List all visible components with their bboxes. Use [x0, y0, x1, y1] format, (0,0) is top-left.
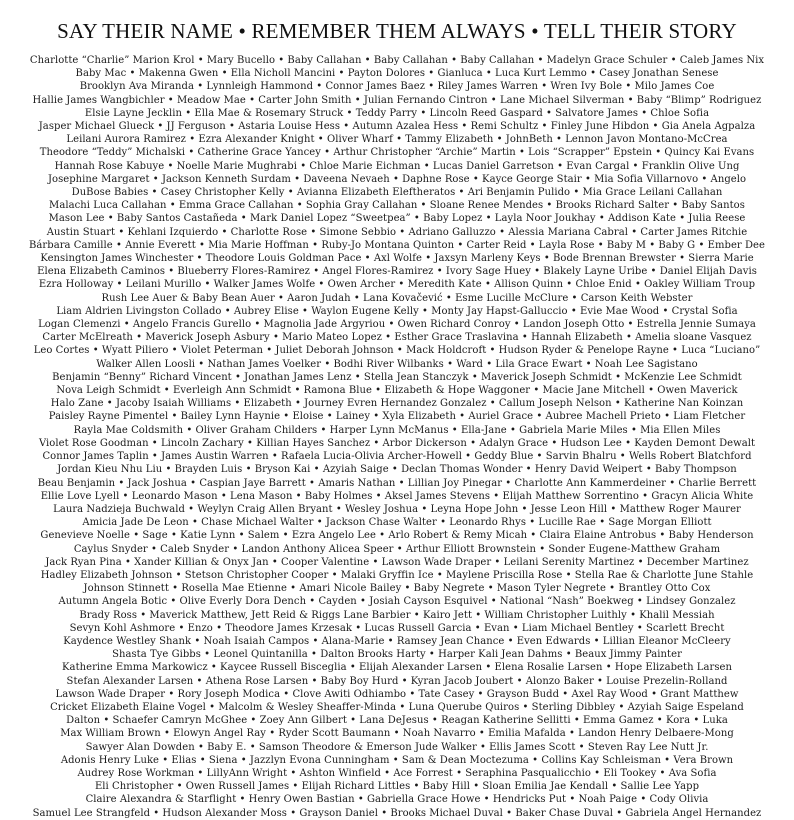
names-line: Audrey Rose Workman • LillyAnn Wright • Ashton Winfield • Ace Forrest • Seraphina Pasqualicchio • Eli Tookey • Ava Sofia: [77, 767, 717, 779]
names-line: Elena Elizabeth Caminos • Blueberry Flores-Ramirez • Angel Flores-Ramirez • Ivory Sage Huey • Blakely Layne Uribe • Daniel Elijah Davis: [37, 266, 757, 278]
names-line: Logan Clemenzi • Angelo Francis Gurello • Magnolia Jade Argyriou • Owen Richard Conroy • Landon Joseph Otto • Estrella Jennie Sumaya: [38, 319, 756, 331]
names-line: Samuel Lee Strangfeld • Hudson Alexander Moss • Grayson Daniel • Brooks Michael Duval • Baker Chase Duval • Gabriela Angel Hernandez: [32, 807, 762, 819]
names-line: Rush Lee Auer & Baby Bean Auer • Aaron Judah • Lana Kovačević • Esme Lucille McClure • Carson Keith Webster: [101, 292, 693, 304]
names-line: Walker Allen Loosli • Nathan James Voelker • Bodhi River Wilbanks • Ward • Lila Grace Ewart • Noah Lee Sagistano: [96, 358, 698, 370]
names-line: Hannah Rose Kabuye • Noelle Marie Mughrabi • Chloe Marie Eichman • Lucas Daniel Garretson • Evan Cargal • Franklin Olive Ung: [54, 160, 740, 172]
names-line: Max William Brown • Elowyn Angel Ray • Ryder Scott Baumann • Noah Navarro • Emilia Mafalda • Landon Henry Delbaere-Mong: [60, 728, 734, 740]
names-line: Jordan Kieu Nhu Liu • Brayden Luis • Bryson Kai • Azyiah Saige • Declan Thomas Wonder • Henry David Weipert • Baby Thompson: [57, 464, 737, 476]
names-line: Kaydence Westley Shank • Noah Isaiah Campos • Alana-Marie • Ramsey Jean Chance • Even Edwards • Lillian Eleanor McCleery: [63, 635, 731, 647]
names-line: Cricket Elizabeth Elaine Vogel • Malcolm & Wesley Sheaffer-Minda • Luna Querube Quiros • Sterling Dibbley • Azyiah Saige Espeland: [50, 701, 744, 713]
names-line: Hallie James Wangbichler • Meadow Mae • Carter John Smith • Julian Fernando Cintron • Lane Michael Silverman • Baby “Blimp” Rodriguez: [32, 94, 762, 106]
names-line: Hadley Elizabeth Johnson • Stetson Christopher Cooper • Malaki Gryffin Ice • Maylene Priscilla Rose • Stella Rae & Charlotte June Stahle: [40, 569, 754, 581]
names-line: Bárbara Camille • Annie Everett • Mia Marie Hoffman • Ruby-Jo Montana Quinton • Carter Reid • Layla Rose • Baby M • Baby G • Ember Dee: [29, 239, 765, 251]
names-line: DuBose Babies • Casey Christopher Kelly • Avianna Elizabeth Eleftheratos • Ari Benjamin Pulido • Mia Grace Leilani Callahan: [71, 187, 723, 199]
names-line: Sawyer Alan Dowden • Baby E. • Samson Theodore & Emerson Jude Walker • Ellis James Scott • Steven Ray Lee Nutt Jr.: [85, 741, 709, 753]
names-line: Rayla Mae Coldsmith • Oliver Graham Childers • Harper Lynn McManus • Ella-Jane • Gabriela Marie Miles • Mia Ellen Miles: [73, 424, 721, 436]
names-line: Shasta Tye Gibbs • Leonel Quintanilla • Dalton Brooks Harty • Harper Kali Jean Dahms • Beaux Jimmy Painter: [112, 649, 682, 661]
names-line: Lawson Wade Draper • Rory Joseph Modica • Clove Awiti Odhiambo • Tate Casey • Grayson Budd • Axel Ray Wood • Grant Matthew: [55, 688, 739, 700]
names-line: Katherine Emma Markowicz • Kaycee Russell Bisceglia • Elijah Alexander Larsen • Elena Rosalie Larsen • Hope Elizabeth Larsen: [62, 662, 732, 674]
names-line: Leilani Aurora Ramirez • Ezra Alexander Knight • Oliver Wharf • Tammy Elizabeth • JohnBeth • Lennon Javon Montano-McCrea: [66, 134, 728, 146]
names-line: Stefan Alexander Larsen • Athena Rose Larsen • Baby Boy Hurd • Kyran Jacob Joubert • Alonzo Baker • Louise Prezelin-Rolland: [66, 675, 728, 687]
names-line: Carter McElreath • Maverick Joseph Asbury • Mario Mateo Lopez • Esther Grace Traslavina • Hannah Elizabeth • Amelia sloane Vasquez: [42, 332, 752, 344]
names-line: Connor James Taplin • James Austin Warren • Rafaela Lucia-Olivia Archer-Howell • Geddy Blue • Sarvin Bhalru • Wells Robert Blatchford: [42, 451, 752, 463]
names-line: Liam Aldrien Livingston Collado • Aubrey Elise • Waylon Eugene Kelly • Monty Jay Hapst-Galluccio • Evie Mae Wood • Crystal Sofia: [56, 305, 738, 317]
names-line: Mason Lee • Baby Santos Castañeda • Mark Daniel Lopez “Sweetpea” • Baby Lopez • Layla Noor Joukhay • Addison Kate • Julia Reese: [48, 213, 746, 225]
names-line: Leo Cortes • Wyatt Piliero • Violet Peterman • Juliet Deborah Johnson • Mack Holdcroft • Hudson Ryder & Penelope Rayne • Luca “Luciano”: [33, 345, 761, 357]
names-line: Brady Ross • Maverick Matthew, Jett Reid & Riggs Lane Barbier • Kairo Jett • William Christopher Luithly • Khalil Messiah: [79, 609, 715, 621]
names-line: Charlotte “Charlie” Marion Krol • Mary Bucello • Baby Callahan • Baby Callahan • Baby Callahan • Madelyn Grace Schuler • Caleb James Nix: [29, 55, 765, 66]
names-line: Baby Mac • Makenna Gwen • Ella Nicholl Mancini • Payton Dolores • Gianluca • Luca Kurt Lemmo • Casey Jonathan Senese: [75, 68, 719, 80]
names-line: Claire Alexandra & Starflight • Henry Owen Bastian • Gabriella Grace Howe • Hendricks Put • Noah Paige • Cody Olivia: [85, 794, 709, 806]
names-line: Beau Benjamin • Jack Joshua • Caspian Jaye Barrett • Amaris Nathan • Lillian Joy Pinegar • Charlotte Ann Kammerdeiner • Charlie Berrett: [37, 477, 757, 489]
names-line: Benjamin “Benny” Richard Vincent • Jonathan James Lenz • Stella Jean Stanczyk • Maverick Joseph Schmidt • McKenzie Lee Schmidt: [52, 371, 742, 383]
names-line: Paisley Rayne Pimentel • Bailey Lynn Haynie • Eloise • Lainey • Xyla Elizabeth • Auriel Grace • Aubree Machell Prieto • Liam Fletcher: [48, 411, 746, 423]
names-line: Nova Leigh Schmidt • Everleigh Ann Schmidt • Ramona Blue • Elizabeth & Hope Waggoner • Macie Jane Mitchell • Owen Maverick: [56, 385, 738, 397]
names-line: Jack Ryan Pina • Xander Killian & Onyx Jan • Cooper Valentine • Lawson Wade Draper • Leilani Serenity Martinez • December Martinez: [45, 556, 749, 568]
names-line: Elsie Layne Jecklin • Ella Mae & Rosemary Struck • Teddy Parry • Lincoln Reed Gaspard • Salvatore James • Chloe Sofia: [84, 107, 710, 119]
names-line: Dalton • Schaefer Camryn McGhee • Zoey Ann Gilbert • Lana DeJesus • Reagan Katherine Sellitti • Emma Gamez • Kora • Luka: [66, 715, 728, 727]
names-line: Theodore “Teddy” Michalski • Catherine Grace Yancey • Arthur Christopher “Archie” Martin • Lois “Scrapper” Epstein • Quincy Kai Evans: [39, 147, 755, 159]
page-title: SAY THEIR NAME • REMEMBER THEM ALWAYS • TELL THEIR STORY: [57, 19, 737, 43]
names-line: Johnson Stinnett • Rosella Mae Etienne • Amari Nicole Bailey • Baby Negrete • Mason Tyler Negrete • Brantley Otto Cox: [83, 583, 711, 595]
names-line: Halo Zane • Jacoby Isaiah Williams • Elizabeth • Journey Evren Hernandez Gonzalez • Callum Joseph Nelson • Katherine Nan Koinzan: [50, 398, 744, 410]
names-line: Laura Nadzieja Buchwald • Weylyn Craig Allen Bryant • Wesley Joshua • Leyna Hope John • Jesse Leon Hill • Matthew Roger Maurer: [53, 503, 741, 515]
names-line: Genevieve Noelle • Sage • Katie Lynn • Salem • Ezra Angelo Lee • Arlo Robert & Remy Micah • Claira Elaine Antrobus • Baby Henderson: [40, 530, 754, 542]
names-line: Jasper Michael Glueck • JJ Ferguson • Astaria Louise Hess • Autumn Azalea Hess • Remi Schultz • Finley June Hibdon • Gia Anela Agpalza: [38, 121, 756, 133]
names-line: Austin Stuart • Kehlani Izquierdo • Charlotte Rose • Simone Sebbio • Adriano Galluzzo • Alessia Mariana Cabral • Carter James Ritchie: [46, 226, 748, 238]
names-line: Kensington James Winchester • Theodore Louis Goldman Pace • Axl Wolfe • Jaxsyn Marleny Keys • Bode Brennan Brewster • Sierra Marie: [40, 253, 754, 265]
names-line: Brooklyn Ava Miranda • Lynnleigh Hammond • Connor James Baez • Riley James Warren • Wren Ivy Bole • Milo James Coe: [79, 81, 715, 93]
names-line: Ellie Love Lyell • Leonardo Mason • Lena Mason • Baby Holmes • Aksel James Stevens • Elijah Matthew Sorrentino • Gracyn Alicia White: [40, 490, 754, 502]
names-line: Amicia Jade De Leon • Chase Michael Walter • Jackson Chase Walter • Leonardo Rhys • Lucille Rae • Sage Morgan Elliott: [82, 517, 712, 529]
names-line: Violet Rose Goodman • Lincoln Zachary • Killian Hayes Sanchez • Arbor Dickerson • Adalyn Grace • Hudson Lee • Kayden Demont Dewalt: [38, 437, 756, 449]
names-line: Sevyn Kohl Ashmore • Enzo • Theodore James Krzesak • Lucas Russell Garcia • Evan • Liam Michael Bentley • Scarlett Brecht: [69, 622, 725, 634]
names-line: Malachi Luca Callahan • Emma Grace Callahan • Sophia Gray Callahan • Sloane Renee Mendes • Brooks Richard Salter • Baby Santos: [49, 200, 745, 212]
names-line: Caylus Snyder • Caleb Snyder • Landon Anthony Alicea Speer • Arthur Elliott Brownstein • Sonder Eugene-Matthew Graham: [73, 543, 721, 555]
names-line: Ezra Holloway • Leilani Murillo • Walker James Wolfe • Owen Archer • Meredith Kate • Allison Quinn • Chloe Enid • Oakley William Troup: [38, 279, 756, 291]
names-line: Eli Christopher • Owen Russell James • Elijah Richard Littles • Baby Hill • Sloan Emilia Jae Kendall • Sallie Lee Yapp: [94, 781, 700, 793]
names-line: Josephine Margaret • Jackson Kenneth Surdam • Daveena Nevaeh • Daphne Rose • Kayce George Stair • Mia Sofia Villarnovo • Angelo: [47, 173, 747, 185]
names-list: [12, 54, 782, 820]
names-line: Autumn Angela Botic • Olive Everly Dora Dench • Cayden • Josiah Cayson Esquivel • National “Nash” Boekweg • Lindsey Gonzalez: [58, 596, 736, 608]
names-line: Adonis Henry Luke • Elias • Siena • Jazzlyn Evona Cunningham • Sam & Dean Moctezuma • Collins Kay Schleisman • Vera Brown: [60, 754, 734, 766]
